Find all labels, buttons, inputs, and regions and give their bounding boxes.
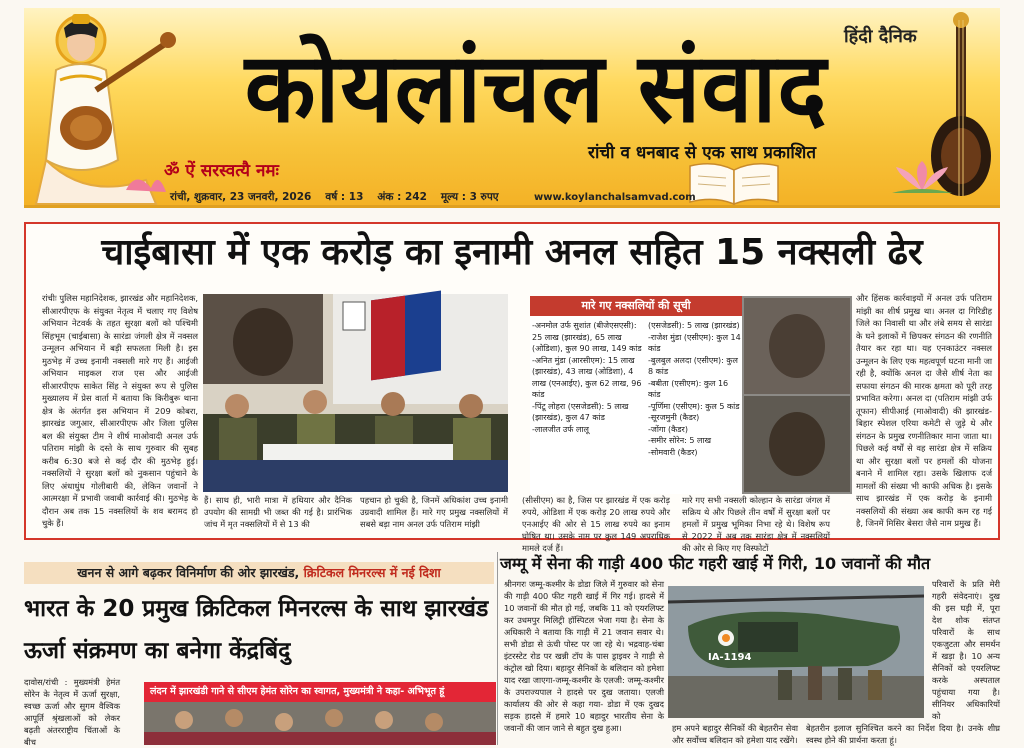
lead-column-6: और हिंसक कार्रवाइयों में अनल उर्फ पतिराम मांझी का शीर्ष प्रमुख था। अनल दा गिरिडीह जिले का निवासी था और लंबे समय से सारंडा के घने इलाकों में छिपकर संगठन की रणनीति तैयार कर रहा था। यह एनकाउंटर नक्सल उन्मूलन के लिए एक महत्वपूर्ण घटना मानी जा रही है, क्योंकि अनल दा जैसे शीर्ष नेता का सफाया संगठन की मारक क्षमता को पूरी तरह प्रभावित करेगा। अनल दा (पतिराम मांझी उर्फ तूफान) सीपीआई (माओवादी) की झारखंड-बिहार स्पेशल एरिया कमेटी से जुड़े थे और संगठन के प्रमुख रणनीतिकार माना जाता था। पिछले कई वर्षों से वह सारंडा क्षेत्र में सक्रिय था और सुरक्षा बलों पर हमलों की योजना बनाने में शामिल रहा। उसके खिलाफ दर्ज मामलों की संख्या भी काफी अधिक है। इसके साथ झारखंड में एक करोड़ के इनामी नक्सलियों की संख्या अब काफी कम रह गई है, जिनमें मिसिर बेसरा जैसे नाम प्रमुख हैं। [856, 293, 992, 528]
killed-naxals-list [530, 296, 742, 494]
list-title: मारे गए नक्सलियों की सूची [530, 296, 742, 316]
issue-date: रांची, शुक्रवार, 23 जनवरी, 2026 [170, 191, 312, 203]
daily-tag: हिंदी दैनिक [844, 26, 917, 47]
lead-column-4: (सीसीएम) का है, जिस पर झारखंड में एक करोड़ रुपये, ओडिशा में एक करोड़ 20 लाख रुपये और एनआईए की ओर से 15 लाख रुपये का इनाम घोषित था। उसके नाम पर कुल 149 अपराधिक मामले दर्ज हैं। [522, 495, 670, 553]
london-photo-strap: लंदन में झारखंडी गाने से सीएम हेमंत सोरेन का स्वागत, मुख्यमंत्री ने कहा- अभिभूत हूं [144, 682, 496, 702]
list-item: -सूरजमुनी (कैडर) [648, 413, 700, 422]
lead-column-1: रांचीः पुलिस महानिदेशक, झारखंड और महानिदेशक, सीआरपीएफ के संयुक्त नेतृत्व में चलाए गए विशेष अभियान नेटवर्क के तहत सुरक्षा बलों को पश्चिमी सिंहभूम (चाईबासा) के सारंडा जंगली क्षेत्र में नक्सल उन्मूलन अभियान में बड़ी सफलता मिली है। इस मुठभेड़ में उच्च इनामी नक्सली मारे गए हैं। आईजी अभियान माइकल राज एस और आईजी सीआरपीएफ साकेत सिंह ने संयुक्त रूप से पुलिस मुख्यालय में प्रेस वार्ता में बताया कि किरीबुरू थाना क्षेत्र के अंतर्गत इस अभियान में 209 कोबरा, झारखंड जगुआर, सीआरपीएफ और जिला पुलिस बल की संयुक्त टीम ने शीर्ष माओवादी अनल उर्फ पतिराम मांझी के दस्ते के साथ गुरुवार की सुबह करीब 6:30 बजे से कई दौर की मुठभेड़ हुई। नक्सलियों ने सुरक्षा बलों को नुकसान पहुंचाने के लिए अंधाधुंध गोलीबारी की, लेकिन जवानों ने आत्मरक्षा में प्रभावी जवाबी कार्रवाई की। मुठभेड़ के दौरान अब तक 15 नक्सलियों के शव बरामद हो चुके हैं। [42, 293, 198, 528]
jk-column-1: श्रीनगरः जम्मू-कश्मीर के डोडा जिले में गुरुवार को सेना की गाड़ी 400 फीट गहरी खाई में गिर गई। हादसे में 10 जवानों की मौत हो गई, जबकि 11 को एयरलिफ्ट कर उधमपुर मिलिट्री हॉस्पिटल भेजा गया है। सेना के अधिकारी ने बताया कि गाड़ी में 21 जवान सवार थे। सभी डोडा से ऊंची पोस्ट पर जा रहे थे। भद्रवाह-चंबा इंटरस्टेट रोड पर खन्नी टॉप के पास ड्राइवर ने गाड़ी से कंट्रोल खो दिया। बहादुर सैनिकों के बलिदान को हमेशा याद रखा जाएगा-जम्मू-कश्मीर के एलजी: जम्मू-कश्मीर के उपराज्यपाल ने हादसे पर दुख जताया। एलजी कार्यालय की ओर से कहा गया- डोडा में एक दुखद सड़क हादसे में हमारे 10 बहादुर भारतीय सेना के जवानों की जान जाने से बहुत दुख हुआ। [504, 579, 664, 733]
open-book-illustration [686, 158, 782, 206]
list-item: -बुलबुल अलदा (एसीएम): कुल 8 कांड [648, 355, 738, 376]
list-item: -पिंटू लोहरा (एसजेडसी): 5 लाख (झारखंड), कुल 47 कांड [532, 401, 629, 422]
list-item: -समीर सोरेन: 5 लाख [648, 436, 712, 445]
list-left-column [532, 320, 644, 435]
jk-headline: जम्मू में सेना की गाड़ी 400 फीट गहरी खाई में गिरी, 10 जवानों की मौत [500, 554, 931, 573]
column-divider [497, 552, 498, 745]
issue-volume: वर्ष : 13 [325, 191, 364, 203]
masthead [24, 8, 1000, 208]
list-item: -अनित मुंडा (आरसीएम): 15 लाख (झारखंड), 43 लाख (ओडिशा), 4 लाख (एनआईए), कुल 62 लाख, 96 कांड [532, 355, 642, 399]
newspaper-title: कोयलांचल संवाद [244, 32, 828, 144]
list-item: -अनमोल उर्फ सुशांत (बीजेएसएसी): 25 लाख (झारखंड), 65 लाख (ओडिशा), कुल 90 लाख, 149 कांड [532, 321, 642, 353]
lead-headline: चाईबासा में एक करोड़ का इनामी अनल सहित 15 नक्सली ढेर [101, 232, 923, 273]
lotus-illustration [882, 159, 962, 195]
lead-story [24, 222, 1000, 553]
jk-photo-caption: हम अपने बहादुर सैनिकों की बेहतरीन सेवा और सर्वोच्च बलिदान को हमेशा याद रखेंगे। [672, 723, 798, 745]
strap-text-a: खनन से आगे बढ़कर विनिर्माण की ओर झारखंड, [77, 565, 304, 580]
press-conference-photo [203, 294, 508, 492]
jharkhand-body: दावोस/रांची : मुख्यमंत्री हेमंत सोरेन के नेतृत्व में ऊर्जा सुरक्षा, स्वच्छ ऊर्जा और सुगम वैश्विक आपूर्ति श्रृंखलाओं को लेकर बढ़ती अंतरराष्ट्रीय चिंताओं के बीच [24, 677, 120, 747]
list-item: -लालजीत उर्फ लालू [532, 424, 589, 434]
army-helicopter-photo [668, 586, 924, 718]
edition-subtitle: रांची व धनबाद से एक साथ प्रकाशित [588, 143, 817, 163]
list-item: -पूर्णिमा (एसीएम): कुल 5 कांड [648, 401, 740, 411]
list-right-column [648, 320, 742, 458]
lead-column-3: पहचान हो चुकी है, जिनमें अधिकांश उच्च इनामी उग्रवादी शामिल हैं। मारे गए प्रमुख नक्सलियों में सबसे बड़ा नाम अनल उर्फ पतिराम मांझी [360, 495, 508, 529]
website-link[interactable]: www.koylanchalsamvad.com [534, 192, 696, 203]
issue-price: मूल्य : 3 रुपए [440, 191, 499, 203]
jk-column-2: परिवारों के प्रति मेरी गहरी संवेदनाएं। दुख की इस घड़ी में, पूरा देश शोक संतप्त परिवारों के साथ एकजुटता और समर्थन में खड़ा है। 10 अन्य सैनिकों को एयरलिफ्ट करके अस्पताल पहुंचाया गया है। सीनियर अधिकारियों को [932, 579, 1000, 721]
list-item: -बबीता (एसीएम): कुल 16 कांड [648, 378, 729, 399]
lead-column-5: मारे गए सभी नक्सली कोल्हान के सारंडा जंगल में सक्रिय थे और पिछले तीन वर्षों में सुरक्षा बलों पर हमलों में प्रमुख भूमिका निभा रहे थे। विशेष रूप से 2022 में अब तक सारंडा क्षेत्र में नक्सलियों की ओर से किए गए विस्फोटों [682, 495, 830, 553]
jharkhand-strap [24, 562, 494, 584]
jharkhand-headline: भारत के 20 प्रमुख क्रिटिकल मिनरल्स के साथ झारखंड ऊर्जा संक्रमण का बनेगा केंद्रबिंदु [24, 596, 489, 664]
list-item: -सोमवारी (कैडर) [648, 447, 698, 457]
issue-number: अंक : 242 [377, 191, 427, 203]
mugshot-photos [742, 296, 852, 494]
jk-photo-caption-b: बेहतरीन इलाज सुनिश्चित करने का निर्देश दिया है। उनके शीघ्र स्वस्थ होने की प्रार्थना करता हूं। [806, 723, 1000, 745]
lead-column-2: हैं। साथ ही, भारी मात्रा में हथियार और दैनिक उपयोग की सामग्री भी जब्त की गई है। प्रारंभिक जांच में मृत नक्सलियों में से 13 की [204, 495, 352, 529]
helicopter-tail-number: IA-1194 [708, 652, 752, 663]
strap-text-b: क्रिटिकल मिनरल्स में नई दिशा [303, 565, 441, 580]
mantra-text: ॐ ऐं सरस्वत्यै नमः [164, 161, 279, 181]
issue-meta [170, 190, 499, 204]
list-item: -राजेश मुंडा (एसीएम): कुल 14 कांड [648, 332, 741, 353]
list-item: (एसजेडसी): 5 लाख (झारखंड) [648, 321, 740, 330]
list-item: -जोंगा (कैडर) [648, 424, 688, 434]
london-welcome-photo [144, 702, 496, 745]
